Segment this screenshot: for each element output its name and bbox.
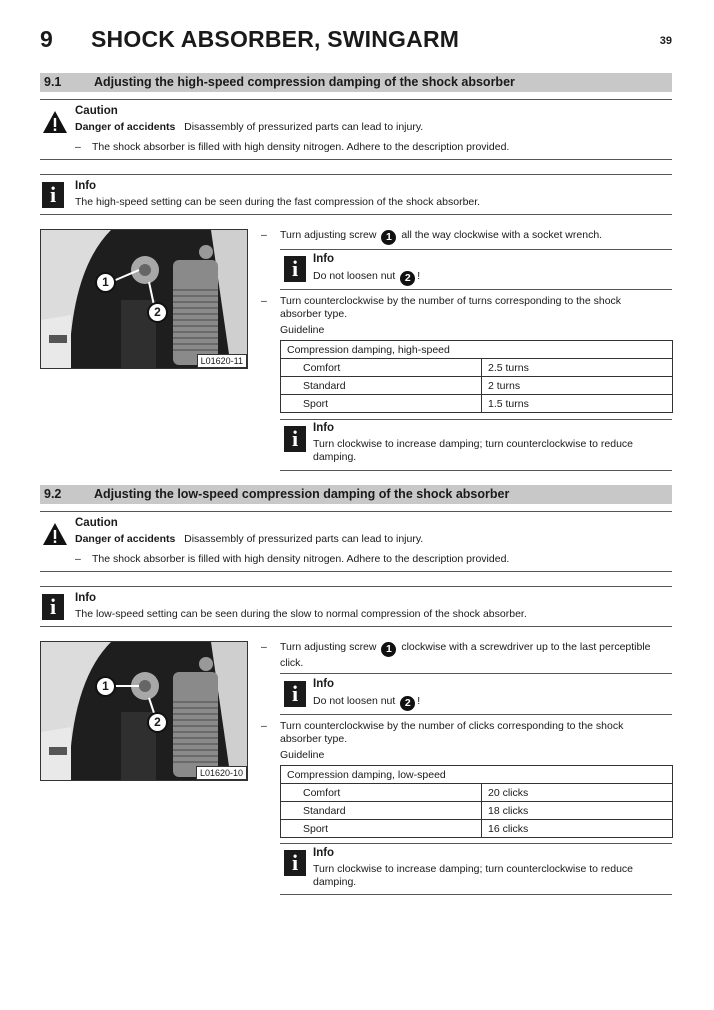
- table-row: [281, 377, 673, 395]
- section-number: 9.1: [44, 75, 62, 89]
- row-label: Sport: [281, 395, 482, 413]
- step-1: [280, 229, 672, 245]
- info-heading: Info: [75, 592, 97, 604]
- warning-triangle-icon: [42, 522, 68, 546]
- info-heading: Info: [313, 678, 335, 690]
- divider: [280, 673, 672, 674]
- spec-table: [280, 340, 673, 413]
- callout-1: 1: [95, 272, 116, 293]
- step-1-text: Turn adjusting screw: [280, 229, 377, 241]
- step-dash: –: [261, 641, 267, 653]
- row-value: 18 clicks: [482, 802, 673, 820]
- callout-1: 1: [95, 676, 116, 697]
- info-heading: Info: [75, 180, 97, 192]
- caution-line: [75, 121, 423, 134]
- info-heading: Info: [313, 847, 335, 859]
- divider: [40, 571, 672, 572]
- divider: [40, 174, 672, 175]
- caution-heading: Caution: [75, 517, 118, 529]
- warning-triangle-icon: [42, 110, 68, 134]
- section-heading: [40, 73, 672, 92]
- nut-number: 2: [400, 271, 415, 286]
- row-value: 16 clicks: [482, 820, 673, 838]
- image-label: L01620-11: [197, 354, 247, 368]
- screw-number: 1: [381, 230, 396, 245]
- caution-bullet: The shock absorber is filled with high density nitrogen. Adhere to the description provided.: [92, 553, 510, 565]
- guideline: Guideline: [280, 749, 325, 761]
- guideline: Guideline: [280, 324, 325, 336]
- row-label: Comfort: [281, 359, 482, 377]
- section-number: 9.2: [44, 487, 62, 501]
- divider: [280, 419, 672, 420]
- caution-line: [75, 533, 423, 546]
- divider: [40, 214, 672, 215]
- row-label: Sport: [281, 820, 482, 838]
- callout-2: 2: [147, 302, 168, 323]
- step-1-rest: all the way clockwise with a socket wrench.: [401, 229, 603, 241]
- row-label: Standard: [281, 802, 482, 820]
- step-dash: –: [261, 229, 267, 241]
- row-value: 20 clicks: [482, 784, 673, 802]
- table-row: [281, 359, 673, 377]
- info-nut: [313, 270, 420, 286]
- section-title: Adjusting the low-speed compression damping of the shock absorber: [94, 487, 510, 501]
- info-icon: i: [284, 426, 306, 452]
- info-icon: i: [284, 681, 306, 707]
- bullet-dash: –: [75, 553, 81, 565]
- row-label: Comfort: [281, 784, 482, 802]
- danger-label: Danger of accidents: [75, 533, 176, 545]
- table-row: [281, 784, 673, 802]
- divider: [280, 289, 672, 290]
- divider: [280, 470, 672, 471]
- nut-number: 2: [400, 696, 415, 711]
- table-row: [281, 802, 673, 820]
- info-text: Turn clockwise to increase damping; turn counterclockwise to reduce damping.: [313, 438, 634, 463]
- table-row: [281, 820, 673, 838]
- info-nut: [313, 695, 420, 711]
- step-2: Turn counterclockwise by the number of clicks corresponding to the shock absorber type.: [280, 720, 624, 745]
- danger-label: Danger of accidents: [75, 121, 176, 133]
- caution-bullet: The shock absorber is filled with high density nitrogen. Adhere to the description provided.: [92, 141, 510, 153]
- danger-text: Disassembly of pressurized parts can lead to injury.: [184, 533, 424, 545]
- divider: [280, 843, 672, 844]
- divider: [40, 586, 672, 587]
- caution-heading: Caution: [75, 105, 118, 117]
- nut-exclaim: !: [417, 695, 421, 707]
- section-heading: [40, 485, 672, 504]
- info-text: The high-speed setting can be seen during the fast compression of the shock absorber.: [75, 196, 481, 208]
- image-label: L01620-10: [196, 766, 247, 780]
- info-icon: i: [284, 256, 306, 282]
- info-heading: Info: [313, 422, 335, 434]
- nut-text: Do not loosen nut: [313, 270, 396, 282]
- divider: [40, 626, 672, 627]
- divider: [40, 99, 672, 100]
- table-header: Compression damping, high-speed: [281, 341, 673, 359]
- nut-text: Do not loosen nut: [313, 695, 396, 707]
- step-1: [280, 641, 670, 670]
- nut-exclaim: !: [417, 270, 421, 282]
- step-2: Turn counterclockwise by the number of turns corresponding to the shock absorber type.: [280, 295, 622, 320]
- table-row: [281, 395, 673, 413]
- callout-2: 2: [147, 712, 168, 733]
- divider: [40, 511, 672, 512]
- step-dash: –: [261, 295, 267, 307]
- table-header-row: [281, 341, 673, 359]
- divider: [280, 714, 672, 715]
- shock-absorber-photo: [40, 229, 248, 369]
- info-text: Turn clockwise to increase damping; turn counterclockwise to reduce damping.: [313, 863, 634, 888]
- info-heading: Info: [313, 253, 335, 265]
- row-value: 2.5 turns: [482, 359, 673, 377]
- chapter-title: SHOCK ABSORBER, SWINGARM: [91, 26, 460, 52]
- info-text: The low-speed setting can be seen during the slow to normal compression of the shock absorber.: [75, 608, 527, 620]
- step-dash: –: [261, 720, 267, 732]
- spec-table: [280, 765, 673, 838]
- chapter-number: 9: [40, 26, 53, 52]
- divider: [280, 249, 672, 250]
- bullet-dash: –: [75, 141, 81, 153]
- divider: [280, 894, 672, 895]
- page-number: 39: [659, 35, 672, 47]
- row-label: Standard: [281, 377, 482, 395]
- table-header-row: [281, 766, 673, 784]
- divider: [40, 159, 672, 160]
- step-1-text: Turn adjusting screw: [280, 641, 377, 653]
- screw-number: 1: [381, 642, 396, 657]
- info-icon: i: [42, 594, 64, 620]
- step-1-rest: clockwise with a screwdriver up to the last perceptible click.: [280, 641, 651, 669]
- table-header: Compression damping, low-speed: [281, 766, 673, 784]
- info-icon: i: [42, 182, 64, 208]
- row-value: 1.5 turns: [482, 395, 673, 413]
- info-icon: i: [284, 850, 306, 876]
- row-value: 2 turns: [482, 377, 673, 395]
- section-title: Adjusting the high-speed compression damping of the shock absorber: [94, 75, 515, 89]
- shock-absorber-photo: [40, 641, 248, 781]
- danger-text: Disassembly of pressurized parts can lead to injury.: [184, 121, 424, 133]
